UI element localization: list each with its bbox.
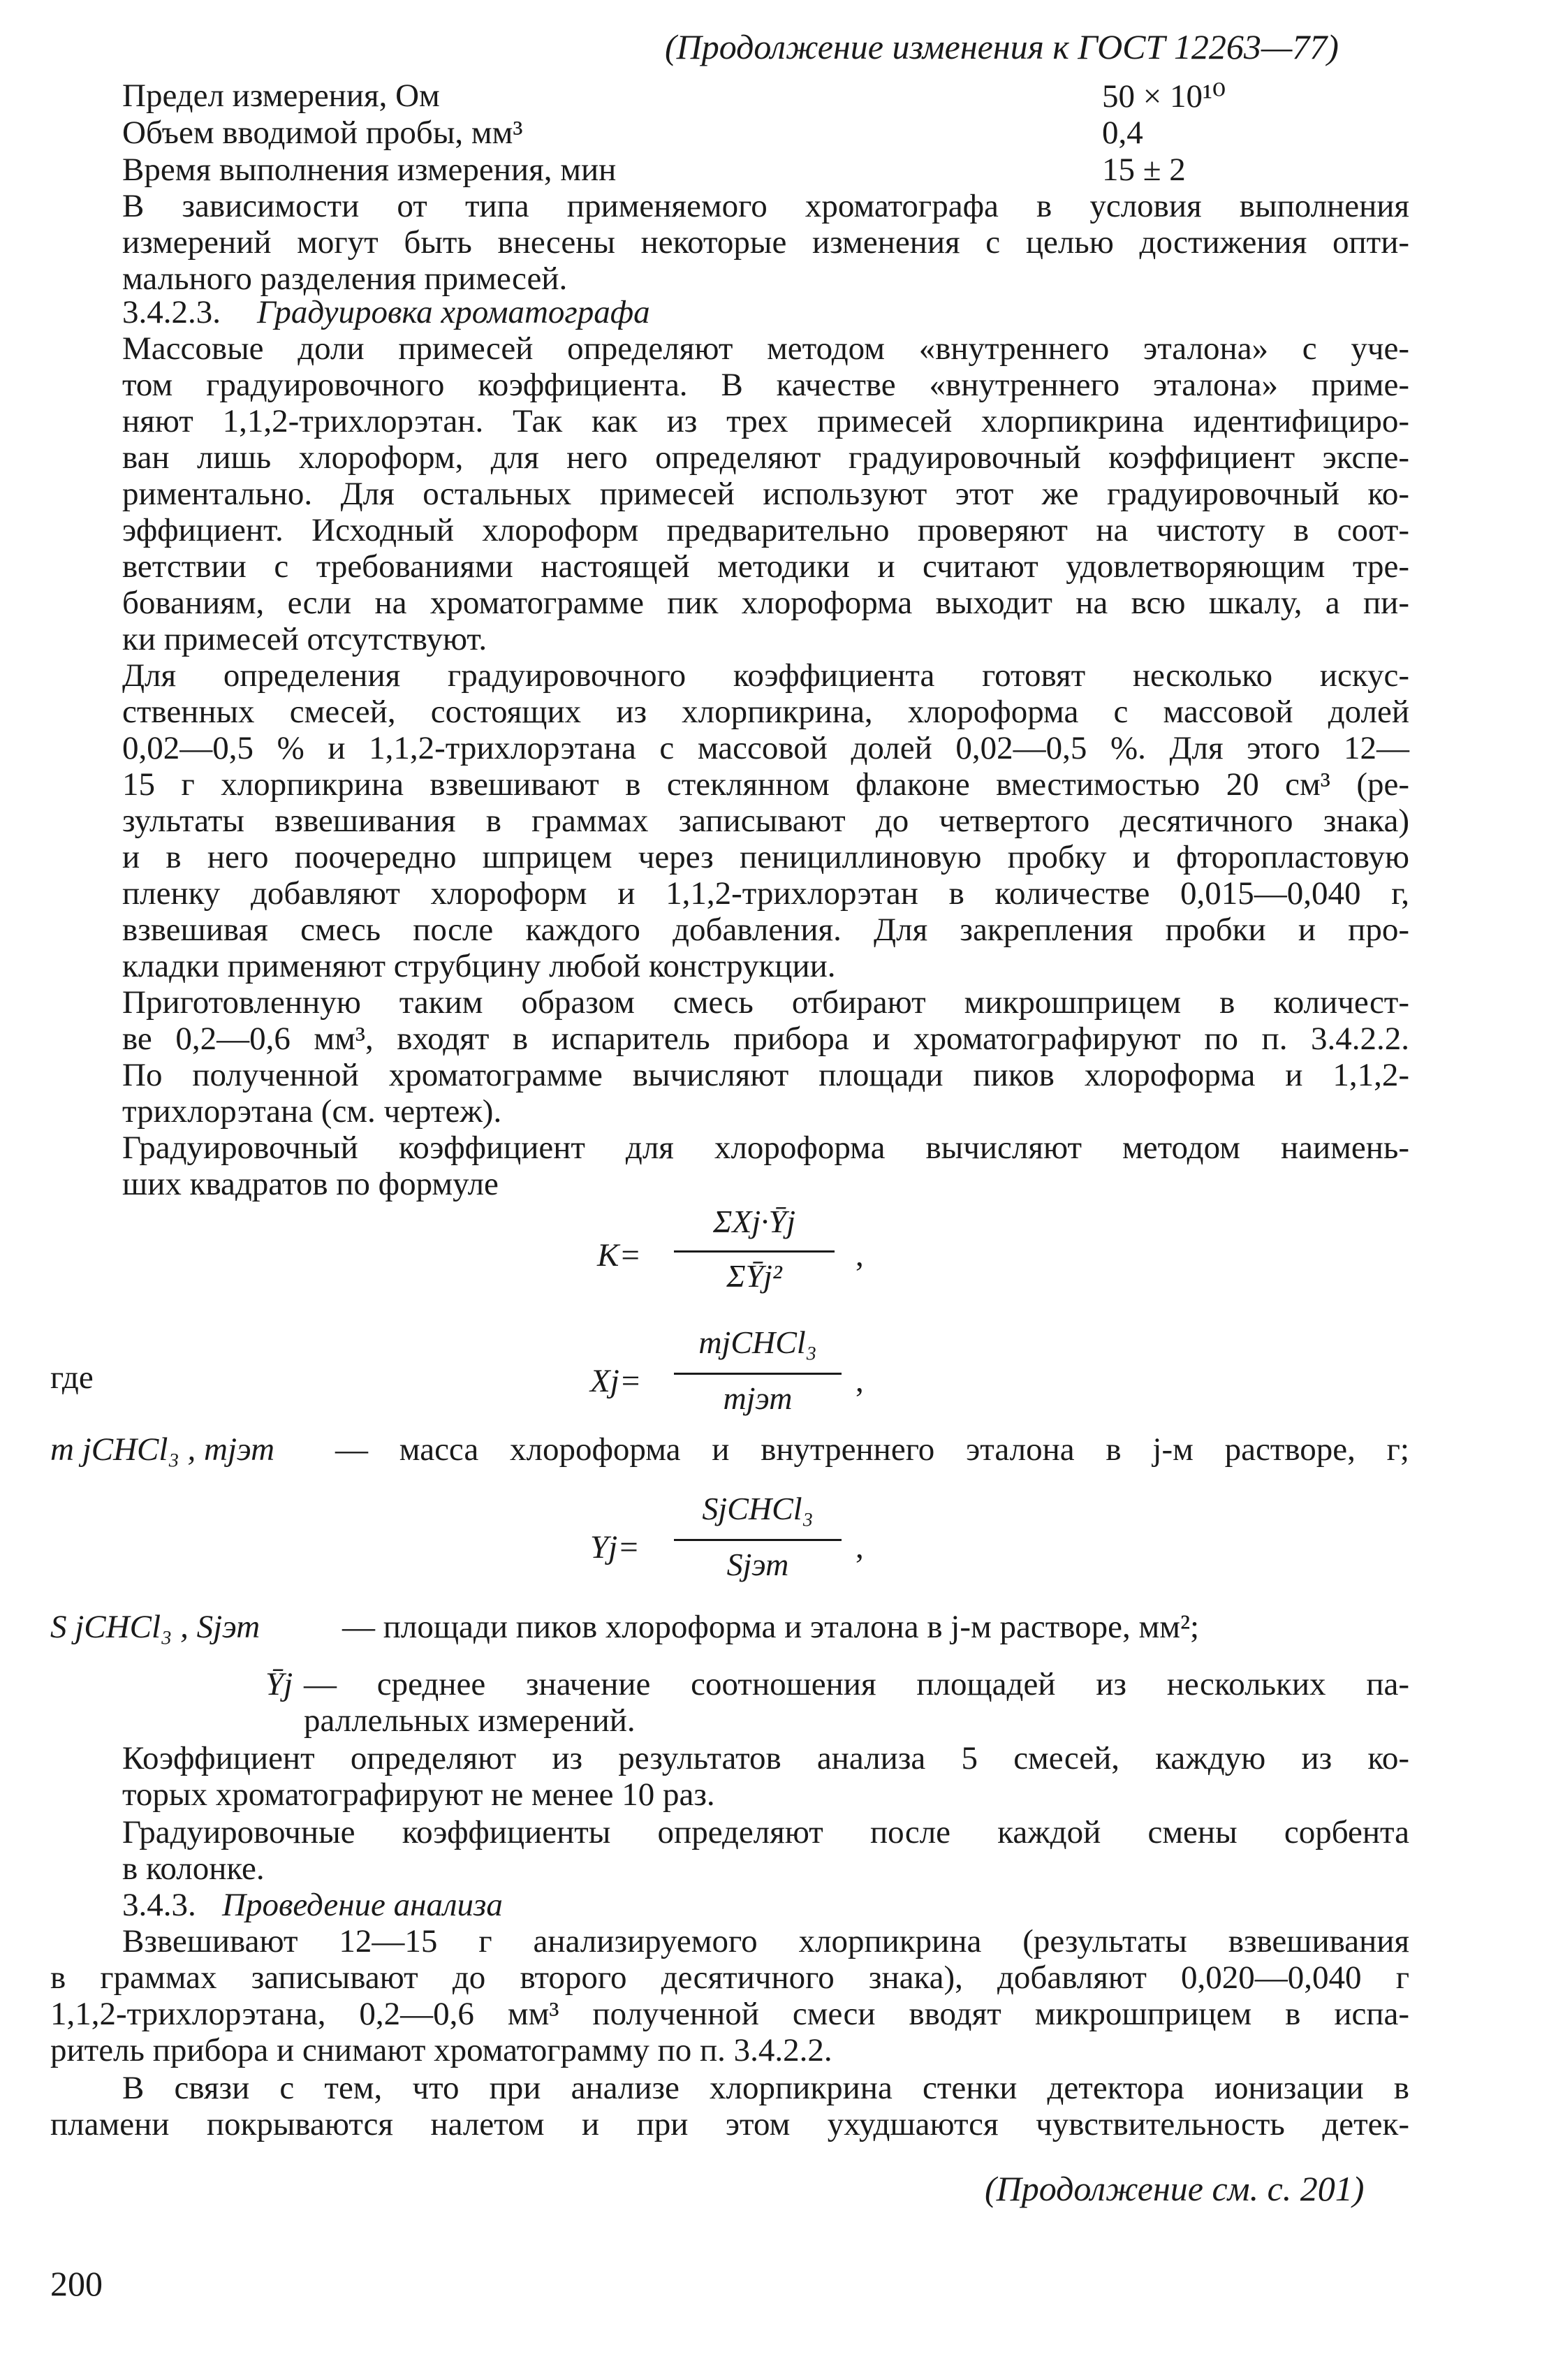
text-line: Коэффициент определяют из результатов анализа 5 смесей, каждую из ко-	[122, 1740, 1409, 1776]
text-line: эффициент. Исходный хлороформ предварительно проверяют на чистоту в соот-	[122, 512, 1409, 548]
text-line: мального разделения примесей.	[122, 261, 568, 297]
formula-k-bar	[674, 1250, 835, 1253]
page-number: 200	[50, 2264, 103, 2303]
formula-k-denominator: ΣȲj²	[726, 1258, 782, 1294]
text-line: Для определения градуировочного коэффициента готовят несколько искус-	[122, 657, 1409, 694]
text-line: риментально. Для остальных примесей используют этот же градуировочный ко-	[122, 476, 1409, 512]
text-line: По полученной хроматограмме вычисляют площади пиков хлороформа и 1,1,2-	[122, 1057, 1409, 1093]
text-line: 1,1,2-трихлорэтана, 0,2—0,6 мм³ полученной смеси вводят микрошприцем в испа-	[50, 1996, 1409, 2032]
formula-x-bar	[674, 1373, 842, 1375]
text-line: В зависимости от типа применяемого хроматографа в условия выполнения	[122, 188, 1409, 224]
formula-y-bar	[674, 1539, 842, 1541]
text-line: зультаты взвешивания в граммах записывают до четвертого десятичного знака)	[122, 803, 1409, 839]
text-line: ван лишь хлороформ, для него определяют градуировочный коэффициент экспе-	[122, 439, 1409, 476]
formula-k-numerator: ΣXj·Ȳj	[712, 1204, 796, 1239]
ybar-symbol: Ȳj	[265, 1666, 293, 1702]
text-line: бованиям, если на хроматограмме пик хлороформа выходит на всю шкалу, а пи-	[122, 585, 1409, 621]
text-line: Взвешивают 12—15 г анализируемого хлорпикрина (результаты взвешивания	[122, 1923, 1409, 1959]
text-line: ки примесей отсутствуют.	[122, 621, 487, 657]
text-line: В связи с тем, что при анализе хлорпикрина стенки детектора ионизации в	[122, 2070, 1409, 2106]
ybar-def-text: — среднее значение соотношения площадей из нескольких па-	[304, 1666, 1409, 1702]
text-line: том градуировочного коэффициента. В качестве «внутреннего эталона» приме-	[122, 367, 1409, 403]
text-line: 0,02—0,5 % и 1,1,2-трихлорэтана с массовой долей 0,02—0,5 %. Для этого 12—	[122, 730, 1409, 766]
text-line: Приготовленную таким образом смесь отбирают микрошприцем в количест-	[122, 984, 1409, 1021]
text-line: в граммах записывают до второго десятичного знака), добавляют 0,020—0,040 г	[50, 1959, 1409, 1996]
spec-label-volume: Объем вводимой пробы, мм³	[122, 115, 523, 151]
formula-x-comma: ,	[856, 1363, 864, 1399]
formula-k-comma: ,	[856, 1237, 864, 1273]
where-label: где	[50, 1359, 94, 1396]
m-def-symbols: m jCHCl₃ , mjэт	[50, 1431, 275, 1468]
spec-value-time: 15 ± 2	[1102, 152, 1186, 188]
formula-y-lhs: Yj=	[590, 1529, 640, 1565]
section-title: Градуировка хроматографа	[257, 294, 650, 330]
s-def-symbols: S jCHCl₃ , Sjэт	[50, 1609, 260, 1645]
text-line: пленку добавляют хлороформ и 1,1,2-трихлорэтан в количестве 0,015—0,040 г,	[122, 875, 1409, 912]
m-def-text: — масса хлороформа и внутреннего эталона в j-м растворе, г;	[335, 1431, 1409, 1468]
text-line: 15 г хлорпикрина взвешивают в стеклянном флаконе вместимостью 20 см³ (ре-	[122, 766, 1409, 803]
s-def-text: — площади пиков хлороформа и эталона в j-м растворе, мм²;	[342, 1609, 1200, 1645]
section-number: 3.4.2.3.	[122, 294, 221, 330]
formula-x-lhs: Xj=	[590, 1363, 642, 1399]
formula-k-lhs: K=	[597, 1237, 642, 1273]
text-line: ственных смесей, состоящих из хлорпикрина, хлороформа с массовой долей	[122, 694, 1409, 730]
text-line: ритель прибора и снимают хроматограмму по п. 3.4.2.2.	[50, 2032, 832, 2068]
continuation-note: (Продолжение см. с. 201)	[985, 2169, 1365, 2208]
section-number: 3.4.3.	[122, 1887, 196, 1923]
spec-value-volume: 0,4	[1102, 115, 1143, 151]
text-line: ших квадратов по формуле	[122, 1166, 499, 1202]
text-line: Массовые доли примесей определяют методом «внутреннего эталона» с уче-	[122, 330, 1409, 367]
text-line: ве 0,2—0,6 мм³, входят в испаритель прибора и хроматографируют по п. 3.4.2.2.	[122, 1021, 1409, 1057]
formula-y-denominator: Sjэт	[726, 1547, 789, 1582]
text-line: ветствии с требованиями настоящей методики и считают удовлетворяющим тре-	[122, 548, 1409, 585]
text-line: Градуировочный коэффициент для хлороформа вычисляют методом наимень-	[122, 1130, 1409, 1166]
spec-label-time: Время выполнения измерения, мин	[122, 152, 617, 188]
text-line: торых хроматографируют не менее 10 раз.	[122, 1776, 715, 1813]
formula-x-denominator: mjэт	[723, 1380, 793, 1416]
section-title: Проведение анализа	[222, 1887, 503, 1923]
text-line: взвешивая смесь после каждого добавления. Для закрепления пробки и про-	[122, 912, 1409, 948]
formula-x-numerator: mjCHCl₃	[698, 1324, 817, 1360]
text-line: няют 1,1,2-трихлорэтан. Так как из трех примесей хлорпикрина идентифициро-	[122, 403, 1409, 439]
formula-y-comma: ,	[856, 1529, 864, 1565]
formula-y-numerator: SjCHCl₃	[702, 1491, 814, 1526]
ybar-def-text-cont: раллельных измерений.	[304, 1702, 636, 1739]
text-line: кладки применяют струбцину любой конструкции.	[122, 948, 836, 984]
spec-label-range: Предел измерения, Ом	[122, 78, 440, 114]
text-line: Градуировочные коэффициенты определяют после каждой смены сорбента	[122, 1814, 1409, 1850]
text-line: и в него поочередно шприцем через пенициллиновую пробку и фторопластовую	[122, 839, 1409, 875]
text-line: измерений могут быть внесены некоторые изменения с целью достижения опти-	[122, 224, 1409, 261]
spec-value-range: 50 × 10¹⁰	[1102, 78, 1226, 115]
text-line: трихлорэтана (см. чертеж).	[122, 1093, 502, 1130]
text-line: пламени покрываются налетом и при этом ухудшаются чувствительность детек-	[50, 2106, 1409, 2142]
running-header: (Продолжение изменения к ГОСТ 12263—77)	[665, 27, 1339, 66]
text-line: в колонке.	[122, 1850, 265, 1887]
